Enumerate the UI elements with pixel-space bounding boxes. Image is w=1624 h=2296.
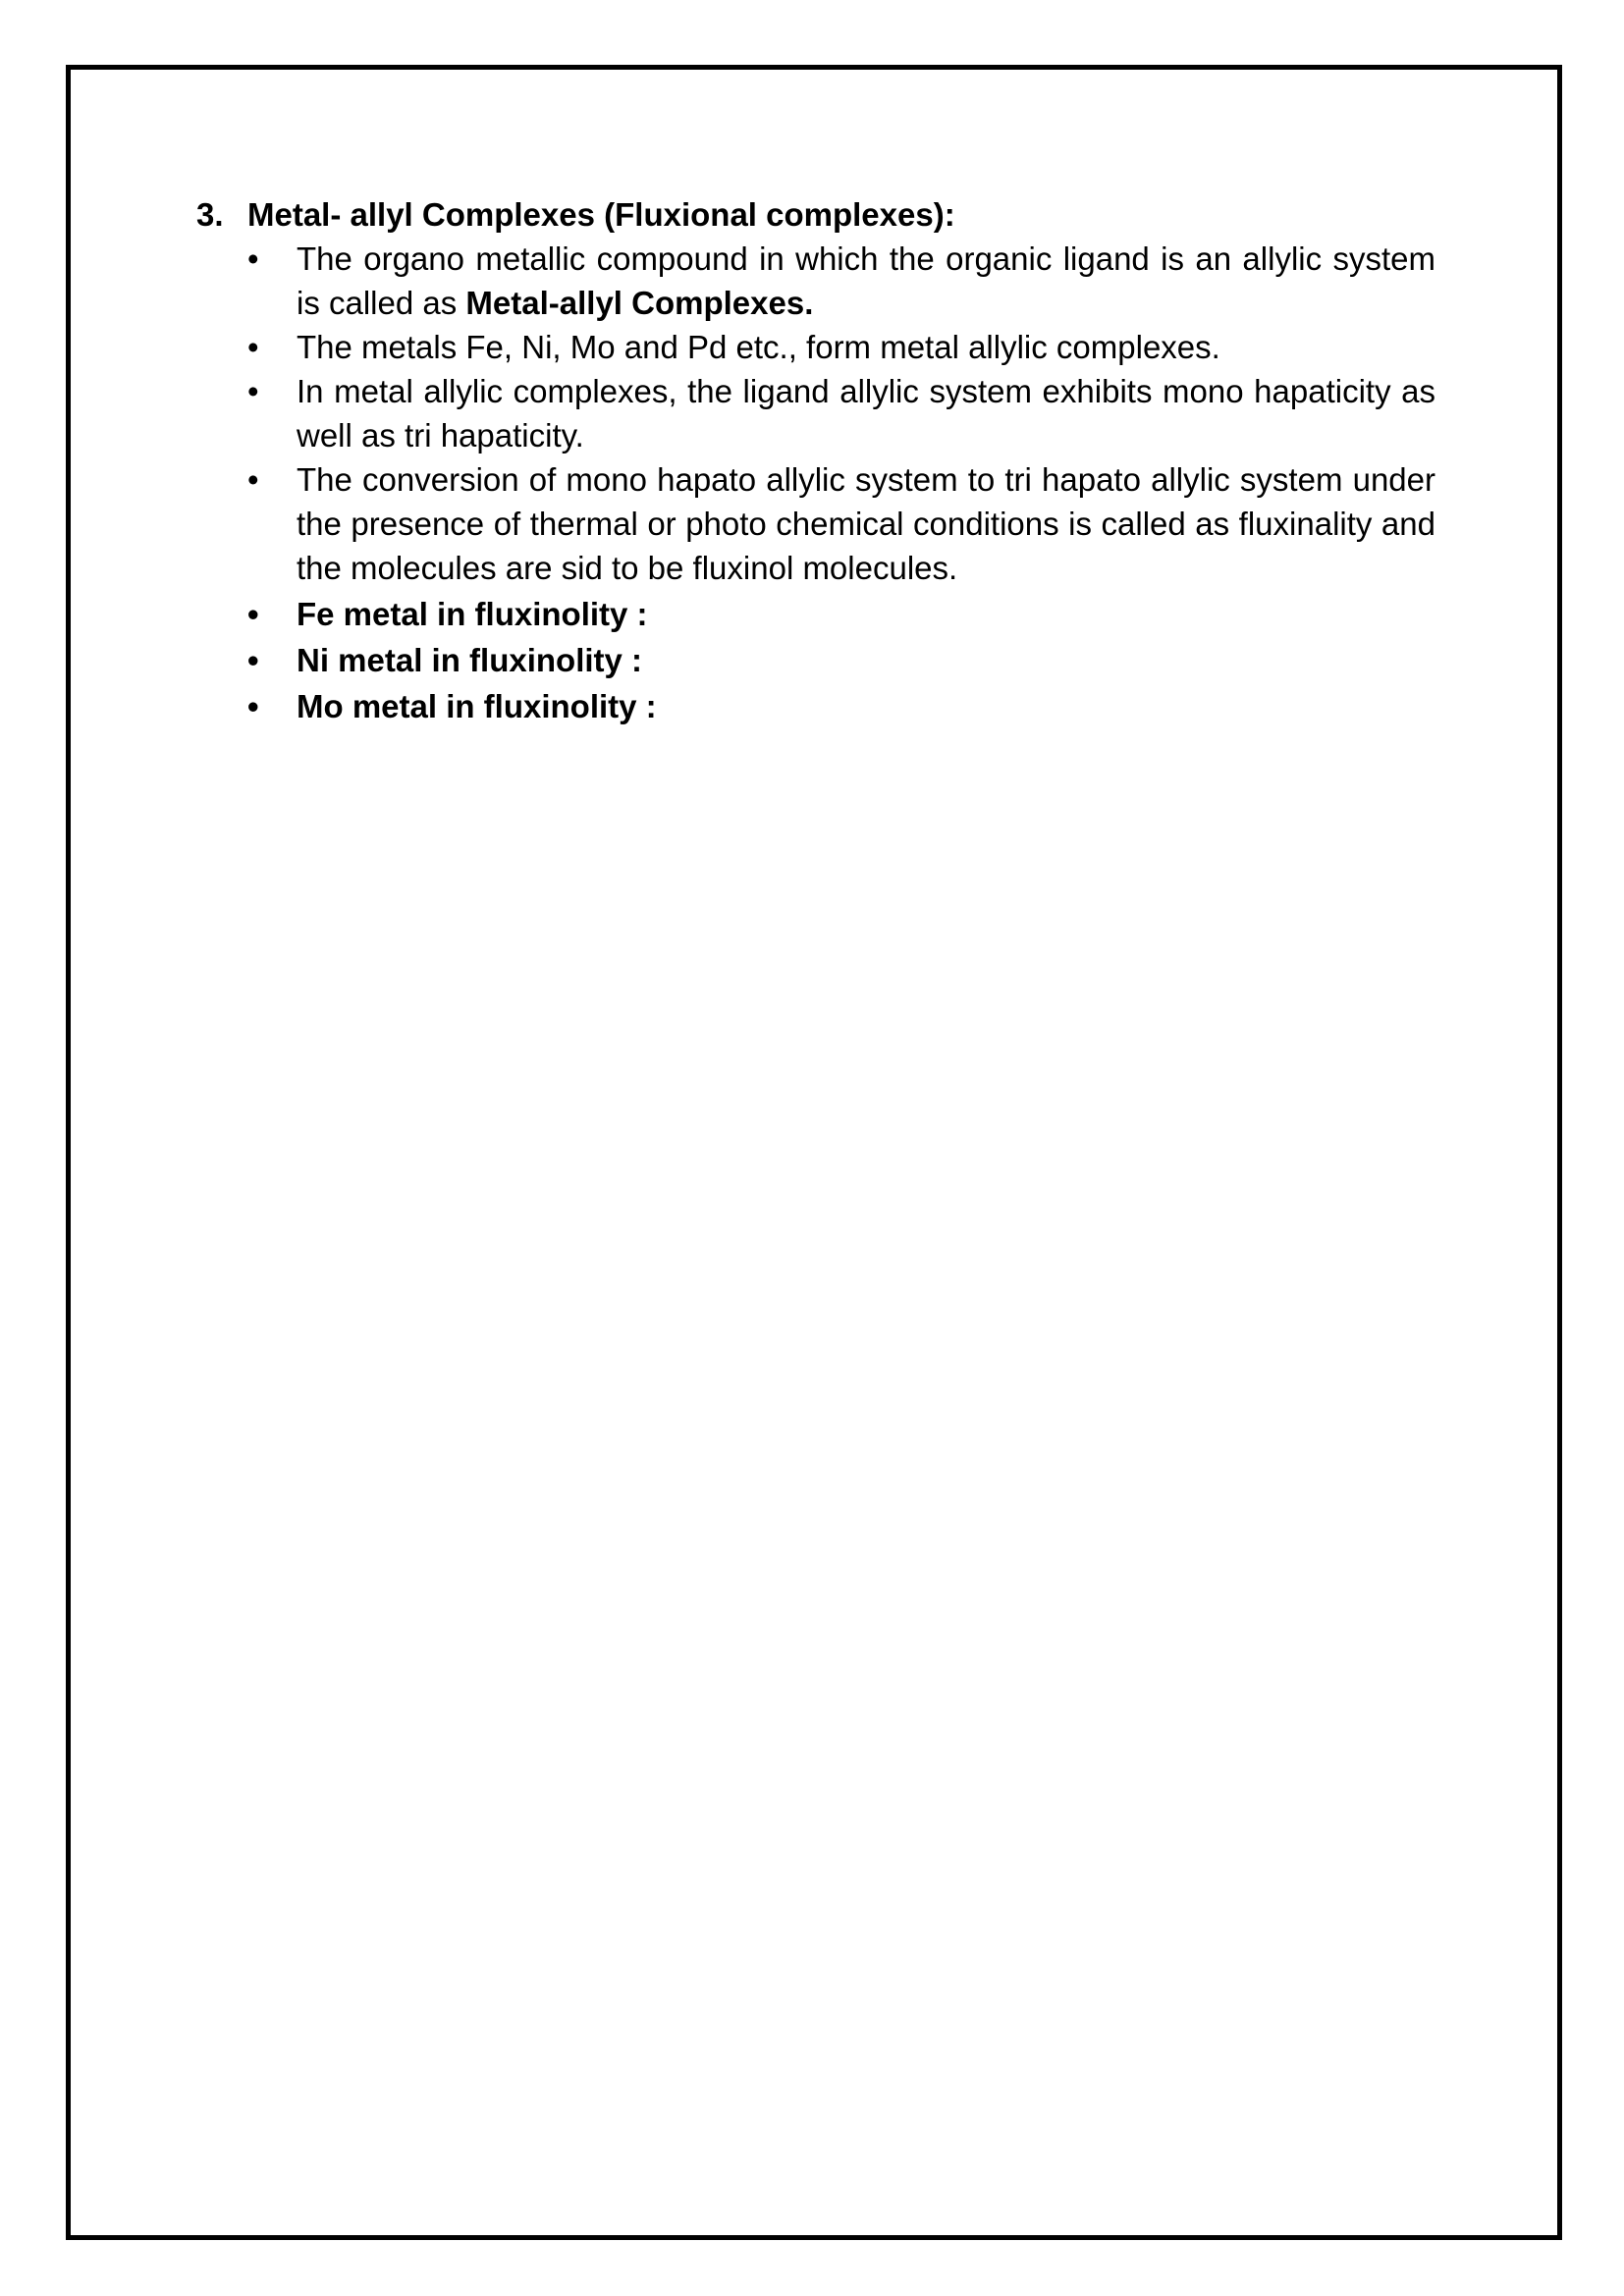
- section-number: 3.: [196, 196, 224, 233]
- list-item: [247, 237, 1435, 325]
- bullet-icon: •: [247, 240, 259, 277]
- bullet-icon: •: [247, 596, 259, 632]
- bullet-icon: •: [247, 373, 259, 409]
- list-item-ni-metal: [247, 638, 1435, 682]
- list-item: [247, 369, 1435, 457]
- bullet-text: The conversion of mono hapato allylic system to tri hapato allylic system under the presence of thermal or photo chemical conditions is called as fluxinality and the molecules are sid to be fluxinol molecules.: [297, 461, 1435, 586]
- list-item: [247, 325, 1435, 369]
- bullet-icon: •: [247, 688, 259, 724]
- section-heading: [196, 192, 1435, 237]
- list-item: [247, 457, 1435, 590]
- bullet-text: Fe metal in fluxinolity :: [297, 596, 648, 632]
- bullet-text-plain: The organo metallic compound in which the organic ligand is an allylic system is called as: [297, 240, 1435, 321]
- bullet-icon: •: [247, 461, 259, 498]
- bullet-text: [297, 237, 1435, 325]
- bullet-text: Mo metal in fluxinolity :: [297, 688, 657, 724]
- list-item-mo-metal: [247, 684, 1435, 728]
- bullet-icon: •: [247, 329, 259, 365]
- bullet-list: [196, 237, 1435, 728]
- bullet-text-bold: Metal-allyl Complexes.: [465, 285, 814, 321]
- bullet-text: In metal allylic complexes, the ligand allylic system exhibits mono hapaticity as well as tri hapaticity.: [297, 373, 1435, 454]
- bullet-text: The metals Fe, Ni, Mo and Pd etc., form metal allylic complexes.: [297, 329, 1220, 365]
- section-title: Metal- allyl Complexes (Fluxional complexes):: [247, 196, 955, 233]
- bullet-icon: •: [247, 642, 259, 678]
- document-content: [196, 192, 1435, 728]
- list-item-fe-metal: [247, 592, 1435, 636]
- bullet-text: Ni metal in fluxinolity :: [297, 642, 643, 678]
